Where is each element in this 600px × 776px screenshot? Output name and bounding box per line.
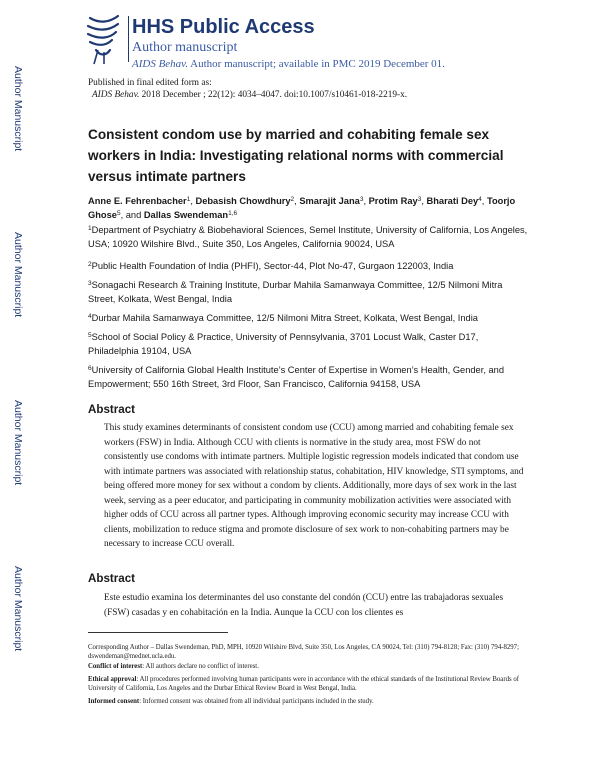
author-affil-sup: 2 [290,196,295,203]
author-name: Protim Ray [368,196,418,206]
footnote-consent [88,697,528,706]
article-title: Consistent condom use by married and cohabiting female sex workers in India: Investigating relational norms with commercial versus intimate partners [88,127,504,184]
affiliation-text: Durbar Mahila Samanwaya Committee, 12/5 Nilmoni Mitra Street, Kolkata, West Bengal, India [91,313,478,323]
footnote-conflict [88,662,528,671]
author-affil-sup: 3 [417,196,422,203]
ethical-text: : All procedures performed involving human participants were in accordance with the ethical standards of the Institutional Review Boards of University of California, Los Angeles and the Durbar Ethical Review Board in West Bengal, India. [88,676,519,692]
affiliation [88,223,528,252]
header-availability: Author manuscript; available in PMC 2019 December 01. [190,58,445,70]
affiliation-text: Department of Psychiatry & Biobehavioral Sciences, Semel Institute, University of California, Los Angeles, USA; 10920 Wilshire Blvd., Suite 350, Los Angeles, California 90024, USA [88,225,528,250]
author-name: Debasish Chowdhury [195,196,291,206]
header-divider [128,16,129,62]
author-affil-sup: 4 [478,196,482,203]
affiliation [88,278,528,307]
abstract-heading: Abstract [88,403,136,416]
consent-text: : Informed consent was obtained from all individual participants included in the study. [139,698,374,705]
header-journal: AIDS Behav. [132,58,188,70]
sidebar-label-4: Author Manuscript [12,566,24,652]
affiliation-text: Sonagachi Research & Training Institute, Durbar Mahila Samanwaya Committee, 12/5 Nilmoni Mitra Street, Kolkata, West Bengal, India [88,280,503,305]
affiliation-num: 6 [88,365,92,372]
availability-line [132,58,445,71]
hhs-eagle-icon [80,10,124,66]
sidebar-label-2: Author Manuscript [12,232,24,318]
coi-label: Conflict of interest [88,663,143,670]
author-name: Smarajit Jana [299,196,360,206]
affiliation-text: School of Social Policy & Practice, University of Pennsylvania, 3701 Locust Walk, Caster D17, Philadelphia 19104, USA [88,332,479,357]
hhs-title: HHS Public Access [132,16,315,38]
author-name: Bharati Dey [426,196,479,206]
author-name: Anne E. Fehrenbacher [88,196,187,206]
affiliation-num: 1 [88,225,92,232]
publication-info [88,77,407,101]
resumen-heading: Abstract [88,572,136,585]
resumen-text: Este estudio examina los determinantes del uso constante del condón (CCU) entre las trabajadoras sexuales (FSW) casadas y en cohabitación en la India. Aunque la CCU con los clientes es [104,593,504,618]
footnote-ethical [88,675,528,693]
author-affil-sup: 1,6 [228,210,238,218]
affiliation-text: Public Health Foundation of India (PHFI), Sector-44, Plot No-47, Gurgaon 122003, India [91,261,454,271]
affiliation-num: 5 [88,332,92,339]
affiliation-num: 3 [88,280,92,287]
sidebar-label-3: Author Manuscript [12,400,24,486]
author-affil-sup: 3 [359,196,364,203]
hhs-header [80,10,550,68]
affiliation [88,363,528,392]
pubinfo-citation-text: 2018 December ; 22(12): 4034–4047. doi:10.1007/s10461-018-2219-x. [141,90,408,100]
author-affil-sup: 5 [116,210,121,218]
affiliation [88,311,528,325]
footnote-correspondence [88,643,528,661]
abstract-text: This study examines determinants of consistent condom use (CCU) among married and cohabiting female sex workers (FSW) in India. Although CCU with clients is normative in the study area, most FSW do not consistently use condoms with intimate partners. Multiple logistic regression models indicated that condom use with intimate partners was associated with relationship status, cohabitation, HIV knowledge, STI symptoms, and being offered more money for sex without a condom by clients. Additionally, more days of sex work in the last week, serving as a peer educator, and participating in community mobilization activities were associated with higher odds of CCU across all partner types. Although improving economic security may increase CCU with clients, mobilization to reduce stigma and promote disclosure of sex work to non-cohabiting partners may be necessary to increase CCU overall. [104,423,524,549]
ethical-label: Ethical approval [88,676,137,683]
author-affil-sup: 1 [186,196,191,203]
pubinfo-citation [88,89,407,101]
author-list: Anne E. Fehrenbacher$^1$, Debasish Chowdhury$^2$, Smarajit Jana$^3$, Protim Ray$^3$, Bharati Dey$^4$, Toorjo Ghose$^5$, and Dallas Swendeman$^{1,6}$ [88,196,516,221]
author-manuscript-label: Author manuscript [132,40,238,55]
affiliation [88,330,528,359]
correspondence-text: – Dallas Swendeman, PhD, MPH, 10920 Wilshire Blvd, Suite 350, Los Angeles, CA 90024, Tel: (310) 794-8128; Fax: (310) 794-8297; dswendeman@mednet.ucla.edu. [88,644,519,660]
coi-text: : All authors declare no conflict of interest. [142,663,259,670]
author-name: Dallas Swendeman [143,210,229,221]
pubinfo-label: Published in final edited form as: [88,78,212,88]
correspondence-label: Corresponding Author [88,644,149,651]
affiliation-num: 2 [88,261,92,268]
affiliation-num: 4 [88,313,92,320]
sidebar-label-1: Author Manuscript [12,66,24,152]
affiliation-text: University of California Global Health Institute’s Center of Expertise in Women’s Health, Gender, and Empowerment; 550 16th Street, 3rd Floor, San Francisco, California 94158, USA [88,365,504,390]
affiliation [88,259,528,273]
author-name: Toorjo Ghose [88,196,516,221]
consent-label: Informed consent [88,698,140,705]
footnote-rule [88,632,228,633]
authors-joiner: , and [120,210,142,221]
pubinfo-journal: AIDS Behav. [92,90,140,100]
